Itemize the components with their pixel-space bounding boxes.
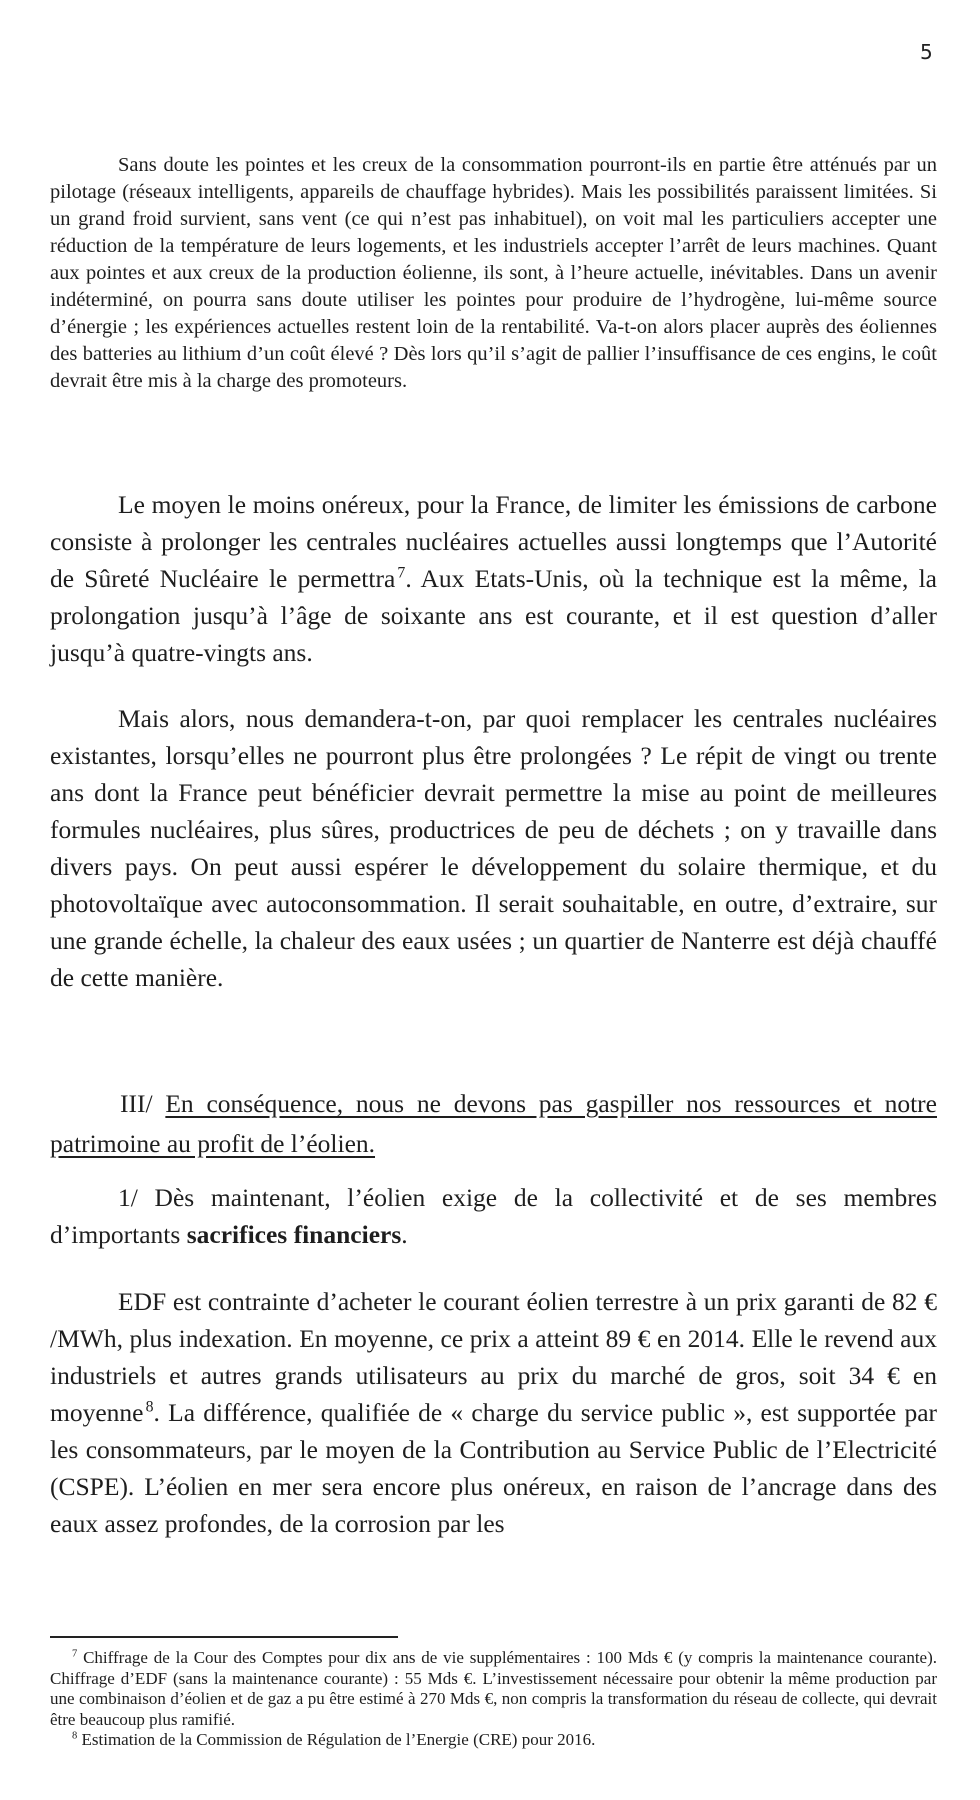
section-heading-iii bbox=[50, 1084, 937, 1164]
footnote-text: Estimation de la Commission de Régulation de l’Energie (CRE) pour 2016. bbox=[81, 1730, 596, 1749]
footnote-8 bbox=[50, 1730, 937, 1751]
paragraph-nuclear-extension-text: Le moyen le moins onéreux, pour la France, de limiter les émissions de carbone consiste à prolonger les centrales nucléaires actuelles aussi longtemps que l’Autorité de Sûreté Nucléaire le permettra bbox=[50, 490, 937, 593]
paragraph-financial-lead: 1/ Dès maintenant, l’éolien exige de la collectivité et de ses membres d’importants bbox=[50, 1183, 937, 1249]
footnote-text: Chiffrage de la Cour des Comptes pour dix ans de vie supplémentaires : 100 Mds € (y compris la maintenance courante). Chiffrage d’EDF (sans la maintenance courante) : 55 Mds €. L’investissement nécessaire pour obtenir la même production par une combinaison d’éolien et de gaz a pu être estimé à 270 Mds €, non compris la transformation du réseau de collecte, qui devrait être beaucoup plus ramifié. bbox=[50, 1648, 938, 1729]
paragraph-edf-text: EDF est contrainte d’acheter le courant éolien terrestre à un prix garanti de 82 € /MWh, plus indexation. En moyenne, ce prix a atteint 89 € en 2014. Elle le revend aux industriels et autres grands utilisateurs au prix du marché de gros, soit 34 € en moyenne bbox=[50, 1287, 937, 1427]
footnote-ref-7: 7 bbox=[397, 564, 406, 582]
bold-phrase: sacrifices financiers bbox=[186, 1220, 402, 1249]
paragraph-edf-text-end: . La différence, qualifiée de « charge du service public », est supportée par les consommateurs, par le moyen de la Contribution au Service Public de l’Electricité (CSPE). L’éolien en mer sera encore plus onéreux, en raison de l’ancrage dans des eaux assez profondes, de la corrosion par les bbox=[50, 1398, 937, 1538]
paragraph-replacement: Mais alors, nous demandera-t-on, par quoi remplacer les centrales nucléaires existantes, lorsqu’elles ne pourront plus être prolongées ? Le répit de vingt ou trente ans dont la France peut bénéficier devrait permettre la mise au point de meilleures formules nucléaires, plus sûres, productrices de peu de déchets ; on y travaille dans divers pays. On peut aussi espérer le développement du solaire thermique, et du photovoltaïque avec autoconsommation. Il serait souhaitable, en outre, d’extraire, sur une grande échelle, la chaleur des eaux usées ; un quartier de Nanterre est déjà chauffé de cette manière. bbox=[50, 704, 937, 992]
footnotes bbox=[50, 1648, 937, 1751]
footnote-7 bbox=[50, 1648, 937, 1730]
section-title: En conséquence, nous ne devons pas gaspiller nos ressources et notre patrimoine au profit de l’éolien. bbox=[50, 1089, 937, 1158]
paragraph-nuclear-extension bbox=[50, 486, 937, 671]
footnote-ref-8: 8 bbox=[145, 1398, 154, 1416]
page-number: 5 bbox=[920, 40, 933, 64]
paragraph-nuclear-extension-text-end: . Aux Etats-Unis, où la technique est la même, la prolongation jusqu’à l’âge de soixante ans est courante, et il est question d’aller jusqu’à quatre-vingts ans. bbox=[50, 564, 937, 667]
paragraph-financial-tail: . bbox=[401, 1220, 408, 1249]
paragraph-financial-sacrifices bbox=[50, 1179, 937, 1253]
footnote-number: 8 bbox=[72, 1730, 78, 1742]
section-number: III/ bbox=[120, 1089, 153, 1118]
footnote-separator bbox=[50, 1636, 398, 1638]
paragraph-edf-pricing bbox=[50, 1283, 937, 1542]
paragraph-consumption-peaks: Sans doute les pointes et les creux de la consommation pourront-ils en partie être atténués par un pilotage (réseaux intelligents, appareils de chauffage hybrides). Mais les possibilités paraissent limitées. Si un grand froid survient, sans vent (ce qui n’est pas inhabituel), on voit mal les particuliers accepter une réduction de la température de leurs logements, et les industriels accepter l’arrêt de leurs machines. Quant aux pointes et aux creux de la production éolienne, ils sont, à l’heure actuelle, inévitables. Dans un avenir indéterminé, on pourra sans doute utiliser les pointes pour produire de l’hydrogène, lui-même source d’énergie ; les expériences actuelles restent loin de la rentabilité. Va-t-on alors placer auprès des éoliennes des batteries au lithium d’un coût élevé ? Dès lors qu’il s’agit de pallier l’insuffisance de ces engins, le coût devrait être mis à la charge des promoteurs. bbox=[50, 154, 937, 392]
footnote-number: 7 bbox=[72, 1648, 78, 1660]
